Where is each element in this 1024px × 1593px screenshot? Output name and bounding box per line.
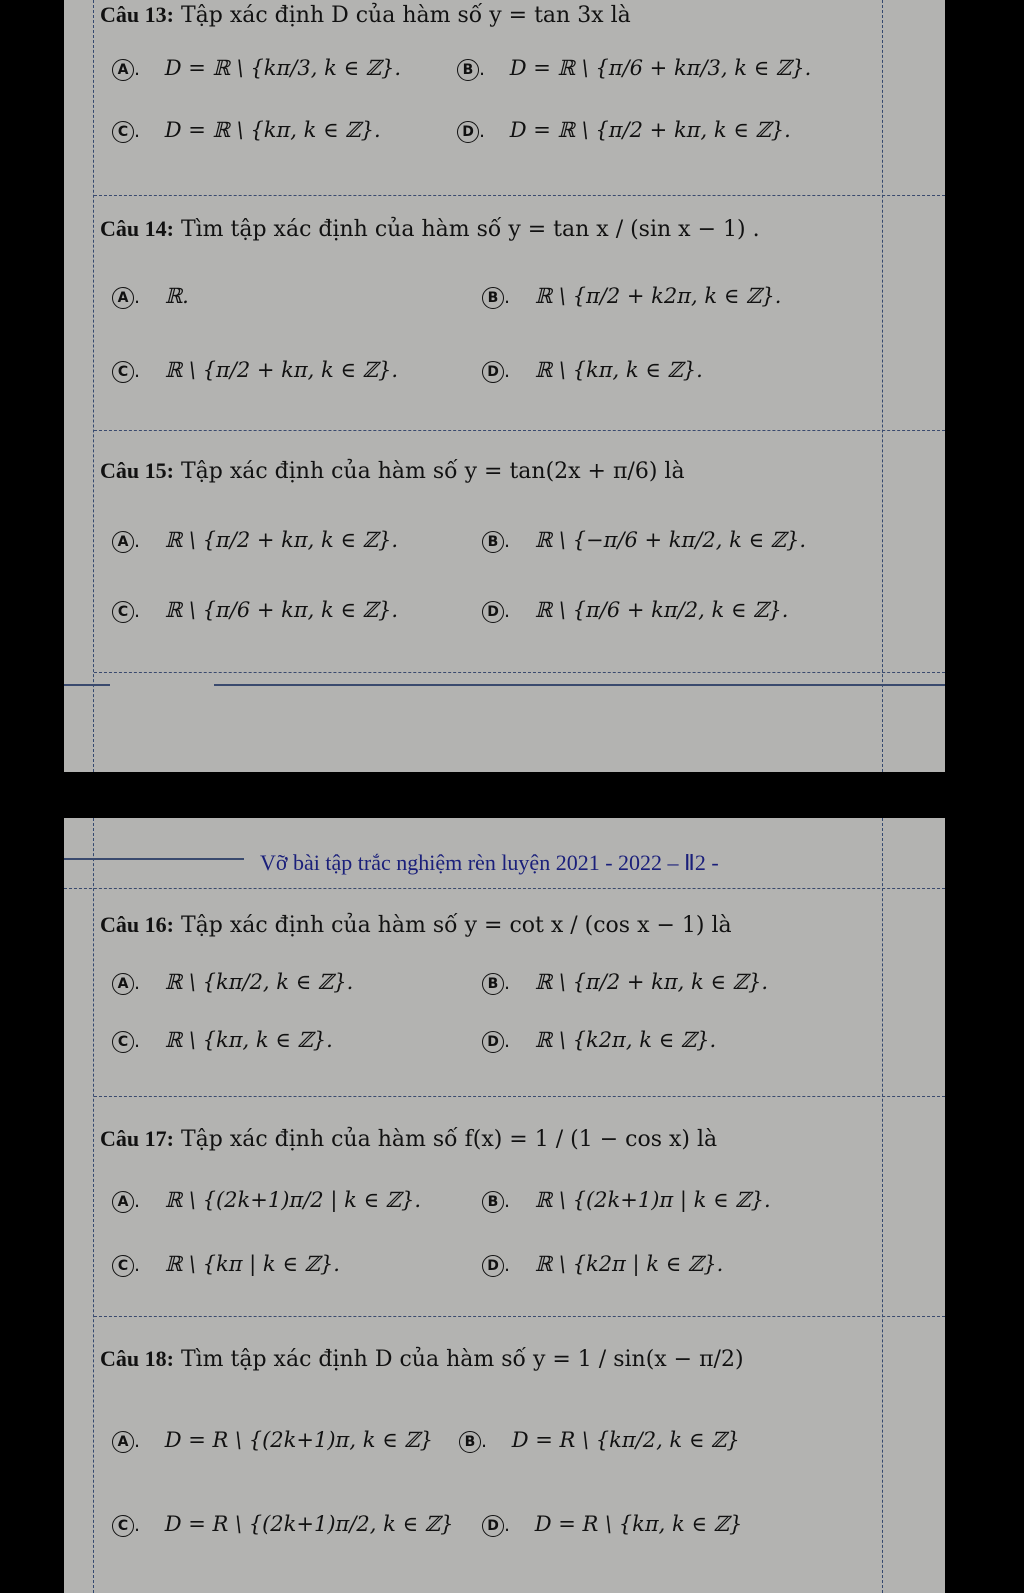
- question-17: [100, 1128, 717, 1151]
- option-text: D = ℝ \ {π/2 + kπ, k ∈ ℤ}.: [509, 118, 791, 142]
- option-text: ℝ.: [164, 284, 189, 308]
- option-a[interactable]: [112, 1190, 421, 1213]
- section-divider: [94, 672, 945, 673]
- option-letter-icon: D .: [482, 1514, 510, 1536]
- option-b[interactable]: [482, 972, 768, 995]
- question-16: [100, 914, 732, 937]
- question-label: Câu 18:: [100, 1346, 174, 1371]
- question-text: Tìm tập xác định của hàm số y = tan x / (sin x − 1) .: [180, 217, 760, 242]
- option-c[interactable]: [112, 600, 398, 623]
- question-text: Tập xác định của hàm số y = tan(2x + π/6) là: [180, 459, 685, 484]
- option-a[interactable]: [112, 530, 398, 553]
- option-letter-icon: C .: [112, 600, 140, 622]
- option-d[interactable]: [482, 360, 703, 383]
- question-label: Câu 13:: [100, 2, 174, 27]
- option-letter-icon: D .: [482, 600, 510, 622]
- question-text: Tập xác định của hàm số y = cot x / (cos x − 1) là: [180, 913, 732, 938]
- option-d[interactable]: [482, 600, 788, 623]
- option-text: ℝ \ {kπ/2, k ∈ ℤ}.: [164, 970, 354, 994]
- option-b[interactable]: [482, 286, 781, 309]
- option-letter-icon: A .: [112, 530, 140, 552]
- option-d[interactable]: [482, 1254, 723, 1277]
- option-text: D = R \ {kπ/2, k ∈ ℤ}: [511, 1428, 740, 1452]
- option-c[interactable]: [112, 1254, 340, 1277]
- option-text: D = ℝ \ {kπ/3, k ∈ ℤ}.: [164, 56, 402, 80]
- option-text: D = R \ {kπ, k ∈ ℤ}: [534, 1512, 743, 1536]
- option-letter-icon: A .: [112, 286, 140, 308]
- option-text: D = R \ {(2k+1)π/2, k ∈ ℤ}: [164, 1512, 454, 1536]
- option-letter-icon: D .: [482, 360, 510, 382]
- question-text: Tập xác định D của hàm số y = tan 3x là: [180, 3, 631, 28]
- option-c[interactable]: [112, 1514, 453, 1537]
- option-letter-icon: A .: [112, 58, 140, 80]
- worksheet-page-1: [64, 0, 945, 772]
- option-letter-icon: C .: [112, 1254, 140, 1276]
- option-d[interactable]: [482, 1514, 742, 1537]
- option-text: D = R \ {(2k+1)π, k ∈ ℤ}: [164, 1428, 434, 1452]
- worksheet-page-2: [64, 818, 945, 1593]
- option-letter-icon: A .: [112, 1430, 140, 1452]
- option-d[interactable]: [457, 120, 791, 143]
- option-letter-icon: B .: [482, 530, 510, 552]
- option-text: ℝ \ {kπ, k ∈ ℤ}.: [164, 1028, 333, 1052]
- option-letter-icon: D .: [457, 120, 485, 142]
- option-letter-icon: B .: [482, 1190, 510, 1212]
- option-b[interactable]: [482, 1190, 771, 1213]
- option-text: ℝ \ {kπ, k ∈ ℤ}.: [534, 358, 703, 382]
- option-letter-icon: A .: [112, 972, 140, 994]
- option-c[interactable]: [112, 120, 381, 143]
- option-text: ℝ \ {−π/6 + kπ/2, k ∈ ℤ}.: [534, 528, 807, 552]
- option-b[interactable]: [482, 530, 806, 553]
- page-header: Vỡ bài tập trắc nghiệm rèn luyện 2021 - 2022 – Ⅱ2 -: [260, 850, 719, 875]
- option-letter-icon: C .: [112, 1514, 140, 1536]
- option-letter-icon: A .: [112, 1190, 140, 1212]
- option-letter-icon: C .: [112, 1030, 140, 1052]
- option-a[interactable]: [112, 972, 353, 995]
- footer-decoration: [64, 684, 110, 686]
- option-text: ℝ \ {π/6 + kπ/2, k ∈ ℤ}.: [534, 598, 789, 622]
- header-rule: [64, 888, 945, 889]
- option-text: ℝ \ {(2k+1)π | k ∈ ℤ}.: [534, 1188, 771, 1212]
- question-label: Câu 16:: [100, 912, 174, 937]
- option-c[interactable]: [112, 360, 398, 383]
- section-divider: [94, 1096, 945, 1097]
- section-divider: [94, 1316, 945, 1317]
- right-margin-line: [882, 818, 883, 1593]
- option-text: ℝ \ {π/6 + kπ, k ∈ ℤ}.: [164, 598, 399, 622]
- option-text: D = ℝ \ {kπ, k ∈ ℤ}.: [164, 118, 381, 142]
- question-label: Câu 14:: [100, 216, 174, 241]
- question-13: [100, 4, 631, 27]
- option-letter-icon: B .: [459, 1430, 487, 1452]
- question-text: Tập xác định của hàm số f(x) = 1 / (1 − cos x) là: [180, 1127, 718, 1152]
- left-margin-line: [93, 0, 94, 772]
- option-d[interactable]: [482, 1030, 716, 1053]
- option-text: ℝ \ {π/2 + kπ, k ∈ ℤ}.: [164, 358, 399, 382]
- question-18: [100, 1348, 744, 1371]
- option-text: ℝ \ {π/2 + k2π, k ∈ ℤ}.: [534, 284, 782, 308]
- question-14: [100, 218, 760, 241]
- section-divider: [94, 430, 945, 431]
- option-a[interactable]: [112, 286, 189, 309]
- question-15: [100, 460, 685, 483]
- option-letter-icon: B .: [482, 972, 510, 994]
- option-text: D = ℝ \ {π/6 + kπ/3, k ∈ ℤ}.: [509, 56, 812, 80]
- option-text: ℝ \ {kπ | k ∈ ℤ}.: [164, 1252, 340, 1276]
- option-b[interactable]: [457, 58, 811, 81]
- option-b[interactable]: [459, 1430, 740, 1453]
- question-text: Tìm tập xác định D của hàm số y = 1 / sin(x − π/2): [180, 1347, 744, 1372]
- option-a[interactable]: [112, 1430, 433, 1453]
- option-text: ℝ \ {k2π, k ∈ ℤ}.: [534, 1028, 717, 1052]
- footer-decoration: [214, 684, 945, 686]
- option-letter-icon: B .: [457, 58, 485, 80]
- option-letter-icon: D .: [482, 1030, 510, 1052]
- option-text: ℝ \ {(2k+1)π/2 | k ∈ ℤ}.: [164, 1188, 422, 1212]
- header-decoration: [64, 858, 244, 860]
- option-text: ℝ \ {π/2 + kπ, k ∈ ℤ}.: [534, 970, 769, 994]
- section-divider: [94, 195, 945, 196]
- option-text: ℝ \ {π/2 + kπ, k ∈ ℤ}.: [164, 528, 399, 552]
- option-a[interactable]: [112, 58, 401, 81]
- left-margin-line: [93, 818, 94, 1593]
- option-letter-icon: C .: [112, 360, 140, 382]
- option-letter-icon: C .: [112, 120, 140, 142]
- question-label: Câu 15:: [100, 458, 174, 483]
- option-c[interactable]: [112, 1030, 333, 1053]
- option-letter-icon: B .: [482, 286, 510, 308]
- option-letter-icon: D .: [482, 1254, 510, 1276]
- question-label: Câu 17:: [100, 1126, 174, 1151]
- right-margin-line: [882, 0, 883, 772]
- option-text: ℝ \ {k2π | k ∈ ℤ}.: [534, 1252, 724, 1276]
